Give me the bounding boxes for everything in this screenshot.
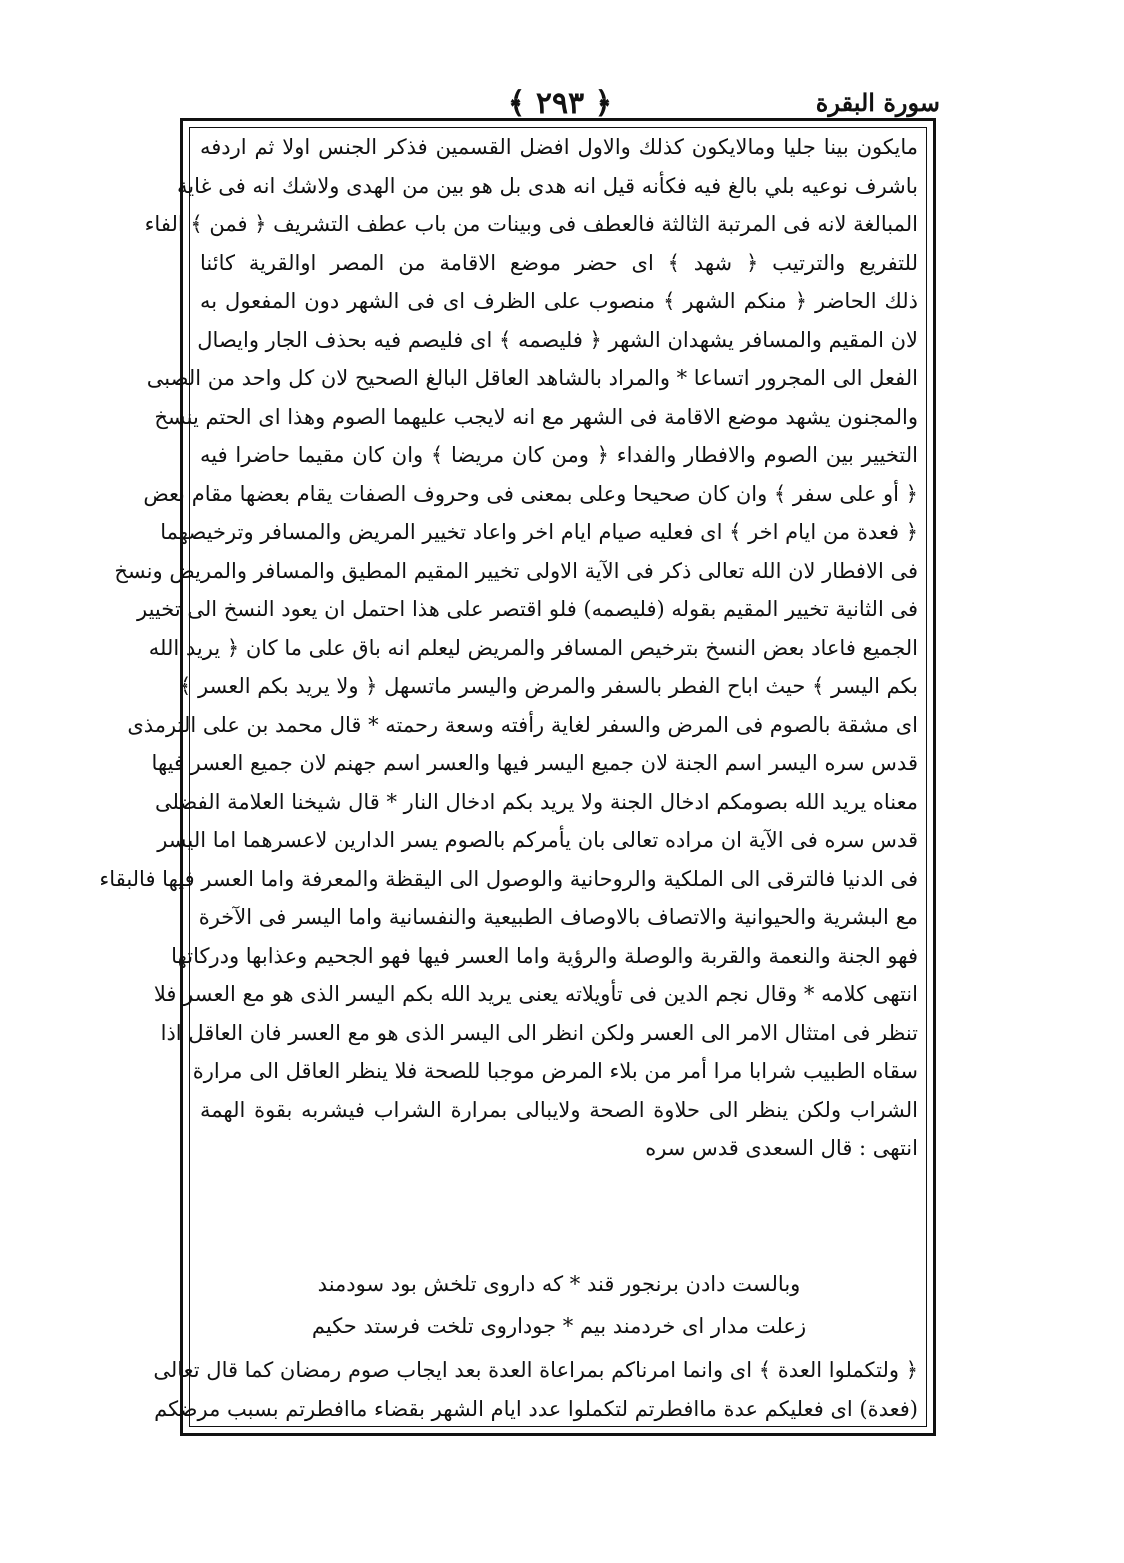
- text-line: انتهى كلامه * وقال نجم الدين فى تأويلاته يعنى يريد الله بكم اليسر الذى هو مع العسر فلا: [153, 982, 918, 1006]
- text-line: والمجنون يشهد موضع الاقامة فى الشهر مع انه لايجب عليهما الصوم وهذا اى الحتم ينسخ: [154, 404, 918, 429]
- main-text: [99, 128, 918, 1168]
- verse-line: زعلت مدار اى خردمند بيم * جوداروى تلخت فرستد حكيم: [311, 1314, 807, 1338]
- text-line: فهو الجنة والنعمة والقربة والوصلة والرؤية واما العسر فيها فهو الجحيم وعذابها ودركاتها: [171, 943, 918, 968]
- text-line: قدس سره اليسر اسم الجنة لان جميع اليسر فيها والعسر اسم جهنم لان جميع العسر فيها: [151, 751, 918, 775]
- text-line: مايكون بينا جليا ومالايكون كذلك والاول افضل القسمين فذكر الجنس اولا ثم اردفه: [200, 135, 918, 159]
- text-line: مع البشرية والحيوانية والاتصاف بالاوصاف الطبيعية والنفسانية واما اليسر فى الآخرة: [198, 905, 918, 929]
- text-line: ﴿ فعدة من ايام اخر ﴾ اى فعليه صيام ايام اخر واعاد تخيير المريض والمسافر وترخيصهما: [160, 520, 918, 544]
- page-number: ﴾ ٢٩٣ ﴿: [507, 86, 613, 121]
- text-line: ذلك الحاضر ﴿ منكم الشهر ﴾ منصوب على الظرف اى فى الشهر دون المفعول به: [200, 289, 918, 313]
- text-line: فى الثانية تخيير المقيم بقوله (فليصمه) فلو اقتصر على هذا احتمل ان يعود النسخ الى تخيير: [137, 597, 918, 621]
- text-line: قدس سره فى الآية ان مراده تعالى بان يأمركم بالصوم يسر الدارين لاعسرهما اما اليسر: [157, 828, 918, 852]
- surah-title: سورة البقرة: [815, 88, 940, 117]
- text-line: الشراب ولكن ينظر الى حلاوة الصحة ولايبالى بمرارة الشراب فيشربه بقوة الهمة: [200, 1097, 918, 1122]
- page-header: [180, 84, 940, 120]
- text-line: لان المقيم والمسافر يشهدان الشهر ﴿ فليصمه ﴾ اى فليصم فيه بحذف الجار وايصال: [197, 327, 918, 352]
- text-line: التخيير بين الصوم والافطار والفداء ﴿ ومن كان مريضا ﴾ وان كان مقيما حاضرا فيه: [200, 443, 918, 467]
- text-line: اى مشقة بالصوم فى المرض والسفر لغاية رأفته وسعة رحمته * قال محمد بن على الترمذى: [127, 712, 918, 737]
- text-line: المبالغة لانه فى المرتبة الثالثة فالعطف فى وبينات من باب عطف التشريف ﴿ فمن ﴾ الفاء: [144, 212, 918, 236]
- text-line: بكم اليسر ﴾ حيث اباح الفطر بالسفر والمرض واليسر ماتسهل ﴿ ولا يريد بكم العسر ﴾: [178, 674, 918, 698]
- text-line: فى الافطار لان الله تعالى ذكر فى الآية الاولى تخيير المقيم المطيق والمسافر والمريض ونسخ: [114, 558, 918, 583]
- text-line: فى الدنيا فالترقى الى الملكية والروحانية والوصول الى اليقظة والمعرفة واما العسر فيها فالبقاء: [99, 866, 918, 891]
- text-line: باشرف نوعيه بلي بالغ فيه فكأنه قيل انه هدى بل هو بين من الهدى ولاشك انه فى غاية: [177, 173, 918, 198]
- text-line-last: انتهى : قال السعدى قدس سره: [645, 1136, 918, 1160]
- text-line: ﴿ ولتكملوا العدة ﴾ اى وانما امرناكم بمراعاة العدة بعد ايجاب صوم رمضان كما قال تعالى: [153, 1358, 918, 1382]
- text-line: للتفريع والترتيب ﴿ شهد ﴾ اى حضر موضع الاقامة من المصر اوالقرية كائنا: [200, 250, 918, 275]
- text-line: الجميع فاعاد بعض النسخ بترخيص المسافر والمريض ليعلم انه باق على ما كان ﴿ يريد الله: [148, 635, 918, 660]
- poetry-verses: [200, 1263, 918, 1347]
- text-line: الفعل الى المجرور اتساعا * والمراد بالشاهد العاقل البالغ الصحيح لان كل واحد من الصبى: [146, 366, 918, 390]
- continuation-text: [153, 1351, 918, 1428]
- text-line: تنظر فى امتثال الامر الى العسر ولكن انظر الى اليسر الذى هو مع العسر فان العاقل اذا: [160, 1020, 918, 1045]
- text-line: (فعدة) اى فعليكم عدة ماافطرتم لتكملوا عدد ايام الشهر بقضاء ماافطرتم بسبب مرضكم: [154, 1396, 918, 1421]
- verse-line: وبالست دادن برنجور قند * كه داروى تلخش بود سودمند: [317, 1272, 801, 1296]
- text-line: ﴿ أو على سفر ﴾ وان كان صحيحا وعلى بمعنى فى وحروف الصفات يقام بعضها مقام بعض: [143, 481, 918, 506]
- text-line: معناه يريد الله بصومكم ادخال الجنة ولا يريد بكم ادخال النار * قال شيخنا العلامة الفضلى: [154, 789, 918, 814]
- text-line: سقاه الطبيب شرابا مرا أمر من بلاء المرض موجبا للصحة فلا ينظر العاقل الى مرارة: [192, 1059, 918, 1083]
